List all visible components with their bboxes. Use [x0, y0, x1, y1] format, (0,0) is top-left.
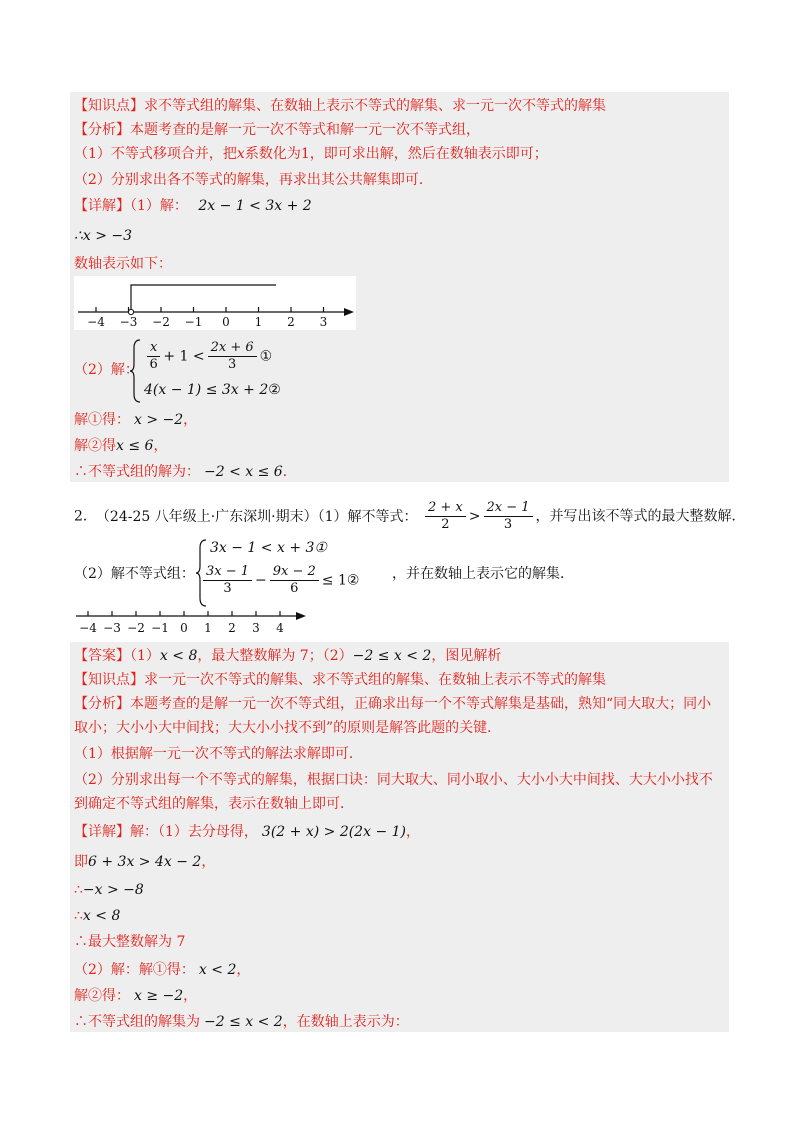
ji-line: 即6 + 3x > 4x − 2，	[74, 854, 216, 870]
number-line-2	[74, 606, 310, 640]
tick-label: −4	[79, 621, 97, 635]
sol1-line: 解①得： x > −2，	[74, 412, 198, 428]
analysis-tag: 【分析】	[74, 122, 130, 138]
tick-label: 3	[252, 621, 260, 635]
knowledge-tag: 【知识点】	[74, 98, 144, 114]
inequality-system-1	[130, 338, 290, 404]
system-brace-1	[130, 338, 142, 404]
tick-label: 1	[254, 315, 263, 329]
analysis-line-2a: 【分析】本题考查的是解一元一次不等式组，正确求出每一个不等式解集是基础，熟知“同大取大；同小	[74, 696, 712, 712]
tick-label: −2	[152, 315, 170, 329]
problem-2-line-1: 2． （24-25 八年级上·广东深圳·期末）（1）解不等式： $\frac{2 + x}{2}$ > $\frac{2x - 1}{3}$ ，并写出该不等式的最大整数解．	[74, 500, 746, 532]
sol2-line: 解②得x ≤ 6，	[74, 438, 168, 454]
tick-label: −3	[119, 315, 138, 329]
tick-label: 1	[204, 621, 212, 635]
system2-row-2: $\frac{3x - 1}{3}$ − $\frac{9x - 2}{6}$ ≤ 1②	[200, 564, 359, 597]
detail-line-1: 【详解】（1）解： 2x − 1 < 3x + 2	[74, 198, 312, 214]
knowledge-line-1	[74, 96, 606, 116]
system2-tail: ，并在数轴上表示它的解集．	[392, 566, 574, 582]
detail-expression: 2x − 1 < 3x + 2	[198, 198, 312, 214]
part2-solution-b: 解②得： x ≥ −2，	[74, 988, 198, 1004]
number-line-2-svg	[74, 606, 310, 640]
axis-arrow	[344, 308, 354, 316]
part2-label-1: （2）解：	[74, 362, 139, 378]
knowledge-text: 求不等式组的解集、在数轴上表示不等式的解集、求一元一次不等式的解集	[144, 98, 606, 114]
analysis2-step-2b: 到确定不等式组的解集，表示在数轴上即可．	[74, 796, 354, 812]
number-line-1-svg	[74, 276, 356, 330]
open-circle-minus3	[128, 309, 133, 314]
therefore-2a: ∴−x > −8	[74, 882, 144, 898]
knowledge-line-2: 【知识点】求一元一次不等式的解集、求不等式组的解集、在数轴上表示不等式的解集	[74, 672, 606, 688]
analysis-line-1	[74, 120, 480, 140]
analysis-line-2b: 取小；大小小大中间找；大大小小找不到”的原则是解答此题的关键．	[74, 720, 502, 736]
analysis-text: 本题考查的是解一元一次不等式和解一元一次不等式组，	[130, 122, 480, 138]
therefore-2b: ∴x < 8	[74, 908, 121, 924]
tick-label: 2	[287, 315, 295, 329]
tick-label: 0	[180, 621, 188, 635]
system-row-1: $\frac{x}{6}$ + 1 < $\frac{2x + 6}{3}$ ①	[144, 340, 272, 373]
detail-line-2: 【详解】解：（1）去分母得， 3(2 + x) > 2(2x − 1)，	[74, 824, 420, 840]
analysis-step-1: （1）不等式移项合并，把x系数化为1，即可求出解，然后在数轴表示即可；	[74, 146, 548, 162]
analysis2-step-2a: （2）分别求出每一个不等式的解集，根据口诀：同大取大、同小取小、大小小大中间找、大大小小找不	[74, 772, 713, 788]
analysis-step-2: （2）分别求出各不等式的解集，再求出其公共解集即可．	[74, 172, 433, 188]
tick-label: −3	[103, 621, 121, 635]
tick-label: 3	[319, 315, 328, 329]
answer-line: 【答案】（1）x < 8，最大整数解为 7；（2）−2 ≤ x < 2，图见解析	[74, 648, 502, 664]
tick-label: 0	[222, 315, 230, 329]
problem-2-part2-label: （2）解不等式组：	[74, 566, 195, 582]
numline-intro: 数轴表示如下：	[74, 256, 172, 272]
therefore-line: ∴x > −3	[74, 228, 133, 244]
solution-bracket	[131, 285, 276, 312]
tick-label: −4	[87, 315, 105, 329]
final-line-2: ∴不等式组的解集为 −2 ≤ x < 2，在数轴上表示为：	[74, 1014, 409, 1030]
tick-label: −2	[127, 621, 145, 635]
axis-arrow-2	[296, 612, 306, 620]
tick-label: 4	[276, 621, 284, 635]
tick-label: −1	[151, 621, 169, 635]
analysis2-step-1: （1）根据解一元一次不等式的解法求解即可．	[74, 746, 363, 762]
system-row-2: 4(x − 1) ≤ 3x + 2②	[144, 382, 281, 398]
inequality-system-2	[196, 538, 396, 608]
part2-solution-a: （2）解：解①得： x < 2，	[74, 962, 251, 978]
tick-label: −1	[184, 315, 203, 329]
tick-label: 2	[228, 621, 236, 635]
system2-row-1: 3x − 1 < x + 3①	[210, 540, 327, 556]
therefore-2c: ∴最大整数解为 7	[74, 934, 186, 950]
final-line-1: ∴不等式组的解为： −2 < x ≤ 6．	[74, 464, 297, 480]
number-line-1	[74, 276, 356, 330]
